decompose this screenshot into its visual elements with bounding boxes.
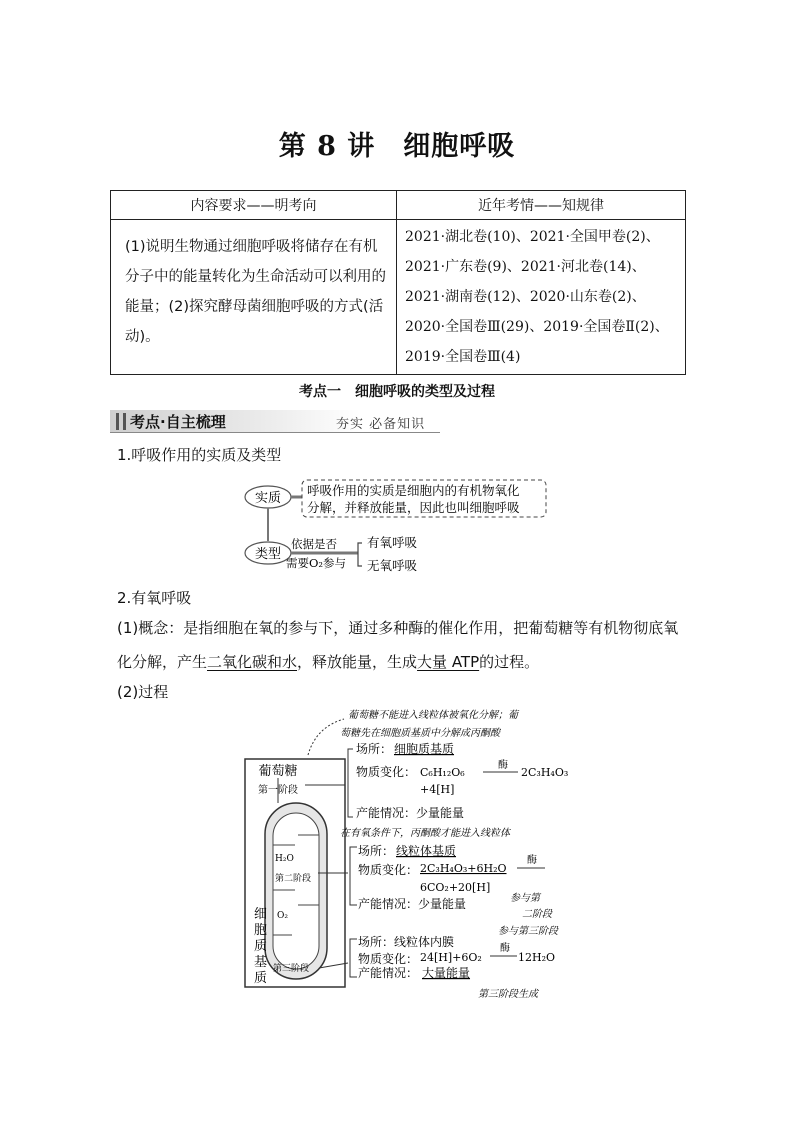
banner-subtitle: 夯实 必备知识 (336, 417, 426, 432)
basis-text-1: 依据是否 (291, 537, 337, 551)
s2-product: 6CO₂+20[H] (420, 881, 491, 894)
banner-underline (110, 432, 440, 433)
exam-line: 2019·全国卷Ⅲ(4) (405, 349, 521, 365)
note-bottom: 第三阶段生成 (478, 989, 538, 1000)
stage1-label: 第一阶段 (258, 785, 298, 796)
s2-change-label: 物质变化： (358, 863, 419, 877)
concept-paragraph (117, 611, 687, 679)
s3-enzyme: 酶 (500, 943, 510, 954)
concept-text: ，释放能量，生成 (297, 653, 418, 671)
s1-energy: 产能情况：少量能量 (356, 806, 465, 820)
s3-energy: 大量能量 (422, 966, 471, 980)
essence-text-2: 分解，并释放能量，因此也叫细胞呼吸 (307, 500, 520, 515)
cytoplasm-char: 细 (254, 907, 268, 922)
exam-line: 2021·广东卷(9)、2021·河北卷(14)、 (405, 259, 646, 275)
essence-text-1: 呼吸作用的实质是细胞内的有机物氧化 (307, 483, 520, 498)
exam-history (397, 220, 686, 375)
s2-enzyme: 酶 (527, 855, 537, 866)
exam-line: 2020·全国卷Ⅲ(29)、2019·全国卷Ⅱ(2)、 (405, 319, 669, 335)
exam-line: 2021·湖南卷(12)、2020·山东卷(2)、 (405, 289, 646, 305)
s1-product: 2C₃H₄O₃ (521, 766, 569, 779)
page-title: 第 8 讲 细胞呼吸 (278, 131, 516, 162)
s2-energy: 产能情况：少量能量 (358, 897, 467, 911)
s1-place-label: 场所： (356, 742, 393, 756)
glucose-label: 葡萄糖 (258, 764, 298, 779)
concept-text: 的过程。 (479, 653, 540, 671)
bracket (350, 939, 357, 977)
banner-label: 考点·自主梳理 (130, 413, 226, 431)
bracket (350, 847, 357, 905)
cytoplasm-char: 胞 (254, 923, 268, 938)
point-heading: 考点一 细胞呼吸的类型及过程 (299, 384, 495, 400)
anaerobic-label: 无氧呼吸 (367, 558, 418, 573)
s1-change-label: 物质变化： (356, 765, 417, 779)
s1-enzyme: 酶 (498, 760, 508, 771)
requirements-table (110, 190, 686, 375)
h2o-label: H₂O (275, 854, 294, 864)
cytoplasm-char: 质 (254, 939, 268, 954)
note-s2b: 二阶段 (522, 909, 552, 920)
cytoplasm-char: 质 (254, 971, 268, 986)
table-header-right: 近年考情——知规律 (397, 191, 686, 220)
section-banner (110, 410, 440, 434)
bracket (358, 543, 362, 566)
process-title: (2)过程 (117, 683, 169, 701)
bracket (348, 749, 353, 817)
basis-text-2: 需要O₂参与 (286, 556, 347, 570)
note-top-2: 萄糖先在细胞质基质中分解成丙酮酸 (340, 728, 500, 739)
section1-title: 1.呼吸作用的实质及类型 (117, 446, 282, 464)
type-label: 类型 (254, 547, 282, 562)
mitochondrion-inner (273, 813, 319, 969)
s1-product2: +4[H] (420, 783, 455, 796)
note-top-1: 葡萄糖不能进入线粒体被氧化分解；葡 (348, 710, 518, 721)
note-mid: 在有氧条件下，丙酮酸才能进入线粒体 (340, 828, 510, 839)
content-requirements: (1)说明生物通过细胞呼吸将储存在有机分子中的能量转化为生命活动可以利用的能量；(2)探究酵母菌细胞呼吸的方式(活动)。 (111, 220, 397, 375)
note-s3top: 参与第三阶段 (498, 926, 558, 937)
dotted-arrow (308, 719, 344, 755)
cytoplasm-char: 基 (254, 955, 268, 970)
s2-place-label: 场所： (358, 844, 395, 858)
s1-place: 细胞质基质 (394, 742, 455, 756)
s2-change: 2C₃H₄O₃+6H₂O (420, 862, 507, 875)
note-s2a: 参与第 (510, 893, 540, 904)
stage3-label: 第三阶段 (273, 964, 310, 974)
exam-line: 2021·湖北卷(10)、2021·全国甲卷(2)、 (405, 229, 660, 245)
s3-change-label: 物质变化： (358, 952, 419, 966)
respiration-type-diagram (240, 475, 560, 580)
table-header-left: 内容要求——明考向 (111, 191, 397, 220)
s3-change: 24[H]+6O₂ (420, 951, 482, 964)
section2-title: 2.有氧呼吸 (117, 589, 192, 607)
essence-label: 实质 (254, 491, 282, 506)
o2-label: O₂ (277, 911, 288, 921)
aerobic-process-diagram (240, 705, 570, 1005)
concept-underline-products: 二氧化碳和水 (207, 653, 298, 671)
s2-place: 线粒体基质 (396, 844, 457, 858)
s1-change: C₆H₁₂O₆ (420, 766, 465, 779)
banner-bars-icon (116, 413, 126, 430)
s3-product: 12H₂O (518, 951, 556, 964)
concept-underline-atp: 大量 ATP (417, 653, 480, 671)
s3-energy-label: 产能情况： (358, 966, 419, 980)
stage2-label: 第二阶段 (275, 874, 312, 884)
s3-place: 场所：线粒体内膜 (358, 935, 455, 949)
concept-text: (1)概念：是指细胞在氧的参与下，通过多种酶的催化作用，把葡萄糖等有机物彻底氧化分解，产生 (117, 619, 679, 671)
aerobic-label: 有氧呼吸 (367, 535, 418, 550)
